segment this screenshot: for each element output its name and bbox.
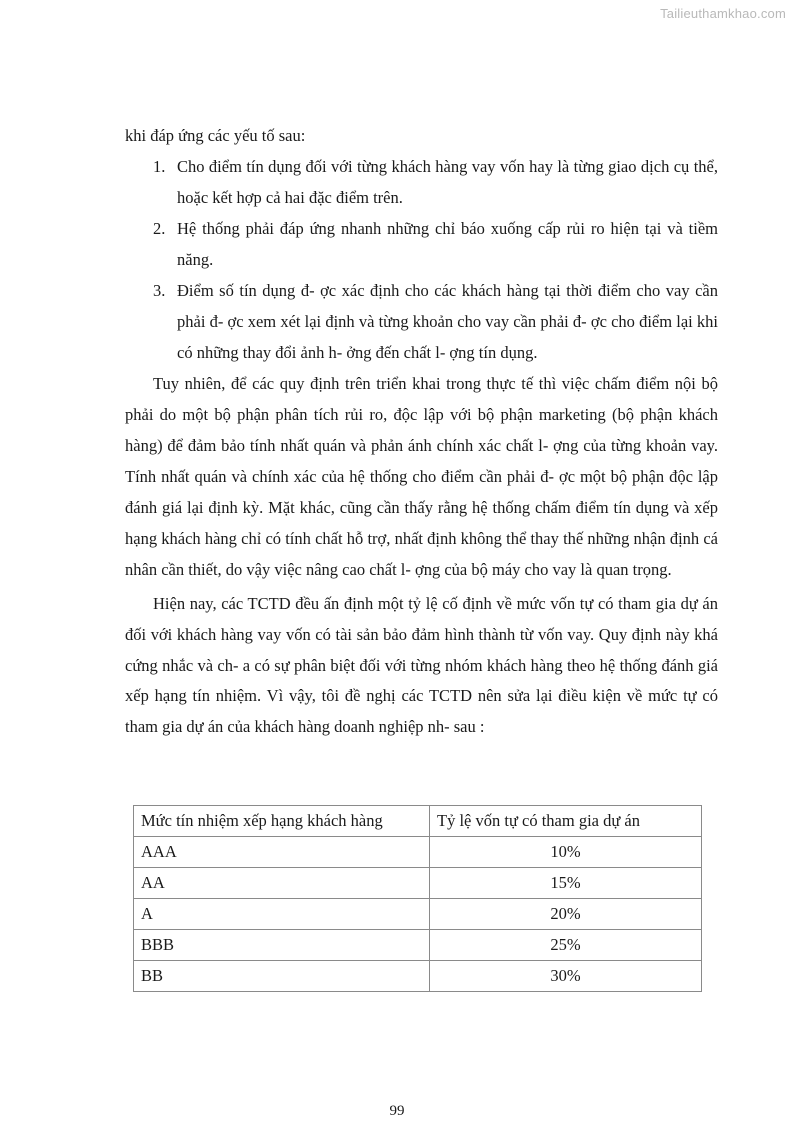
ratio-cell: 30%	[430, 961, 702, 992]
table-row	[134, 868, 702, 899]
table-row	[134, 961, 702, 992]
list-item-text: Cho điểm tín dụng đối với từng khách hàng vay vốn hay là từng giao dịch cụ thể, hoặc kết hợp cả hai đặc điểm trên.	[177, 157, 718, 207]
rating-cell: A	[134, 899, 430, 930]
list-item-number: 2.	[153, 219, 166, 238]
list-item-text: Hệ thống phải đáp ứng nhanh những chỉ báo xuống cấp rủi ro hiện tại và tiềm năng.	[177, 219, 718, 269]
requirements-list	[125, 151, 718, 368]
paragraph-risk-assessment: Tuy nhiên, để các quy định trên triển khai trong thực tế thì việc chấm điểm nội bộ phải do một bộ phận phân tích rủi ro, độc lập với bộ phận marketing (bộ phận khách hàng) để đảm bảo tính nhất quán và phản ánh chính xác chất l- ợng của từng khoản vay. Tính nhất quán và chính xác của hệ thống cho điểm cần phải đ- ợc một bộ phận độc lập đánh giá lại định kỳ. Mặt khác, cũng cần thấy rằng hệ thống chấm điểm tín dụng và xếp hạng khách hàng chỉ có tính chất hỗ trợ, nhất định không thể thay thế những nhận định cá nhân cần thiết, do vậy việc nâng cao chất l- ợng của bộ máy cho vay là quan trọng.	[125, 374, 718, 579]
table-header-row	[134, 806, 702, 837]
watermark: Tailieuthamkhao.com	[660, 6, 786, 21]
ratio-cell: 25%	[430, 930, 702, 961]
rating-cell: AAA	[134, 837, 430, 868]
list-item-number: 1.	[153, 157, 166, 176]
ratio-cell: 15%	[430, 868, 702, 899]
ratio-cell: 20%	[430, 899, 702, 930]
list-item	[125, 151, 718, 213]
header-rating-level: Mức tín nhiệm xếp hạng khách hàng	[134, 806, 430, 837]
list-item	[125, 213, 718, 275]
rating-cell: BBB	[134, 930, 430, 961]
table-row	[134, 837, 702, 868]
rating-cell: BB	[134, 961, 430, 992]
paragraph-proposal: Hiện nay, các TCTD đều ấn định một tỷ lệ cố định về mức vốn tự có tham gia dự án đối với khách hàng vay vốn có tài sản bảo đảm hình thành từ vốn vay. Quy định này khá cứng nhắc và ch- a có sự phân biệt đối với từng nhóm khách hàng theo hệ thống đánh giá xếp hạng tín nhiệm. Vì vậy, tôi đề nghị các TCTD nên sửa lại điều kiện về mức tự có tham gia dự án của khách hàng doanh nghiệp nh- sau :	[125, 594, 718, 737]
table-row	[134, 930, 702, 961]
rating-cell: AA	[134, 868, 430, 899]
ratio-cell: 10%	[430, 837, 702, 868]
list-item	[125, 275, 718, 368]
rating-table	[133, 805, 702, 992]
page-number: 99	[389, 1103, 405, 1119]
page-body	[125, 120, 718, 743]
list-item-text: Điểm số tín dụng đ- ợc xác định cho các khách hàng tại thời điểm cho vay cần phải đ- ợc xem xét lại định và từng khoản cho vay cần phải đ- ợc cho điểm lại khi có những thay đổi ảnh h- ởng đến chất l- ợng tín dụng.	[177, 281, 718, 362]
table-row	[134, 899, 702, 930]
header-equity-ratio: Tỷ lệ vốn tự có tham gia dự án	[430, 806, 702, 837]
intro-text: khi đáp ứng các yếu tố sau:	[125, 126, 306, 145]
list-item-number: 3.	[153, 281, 166, 300]
